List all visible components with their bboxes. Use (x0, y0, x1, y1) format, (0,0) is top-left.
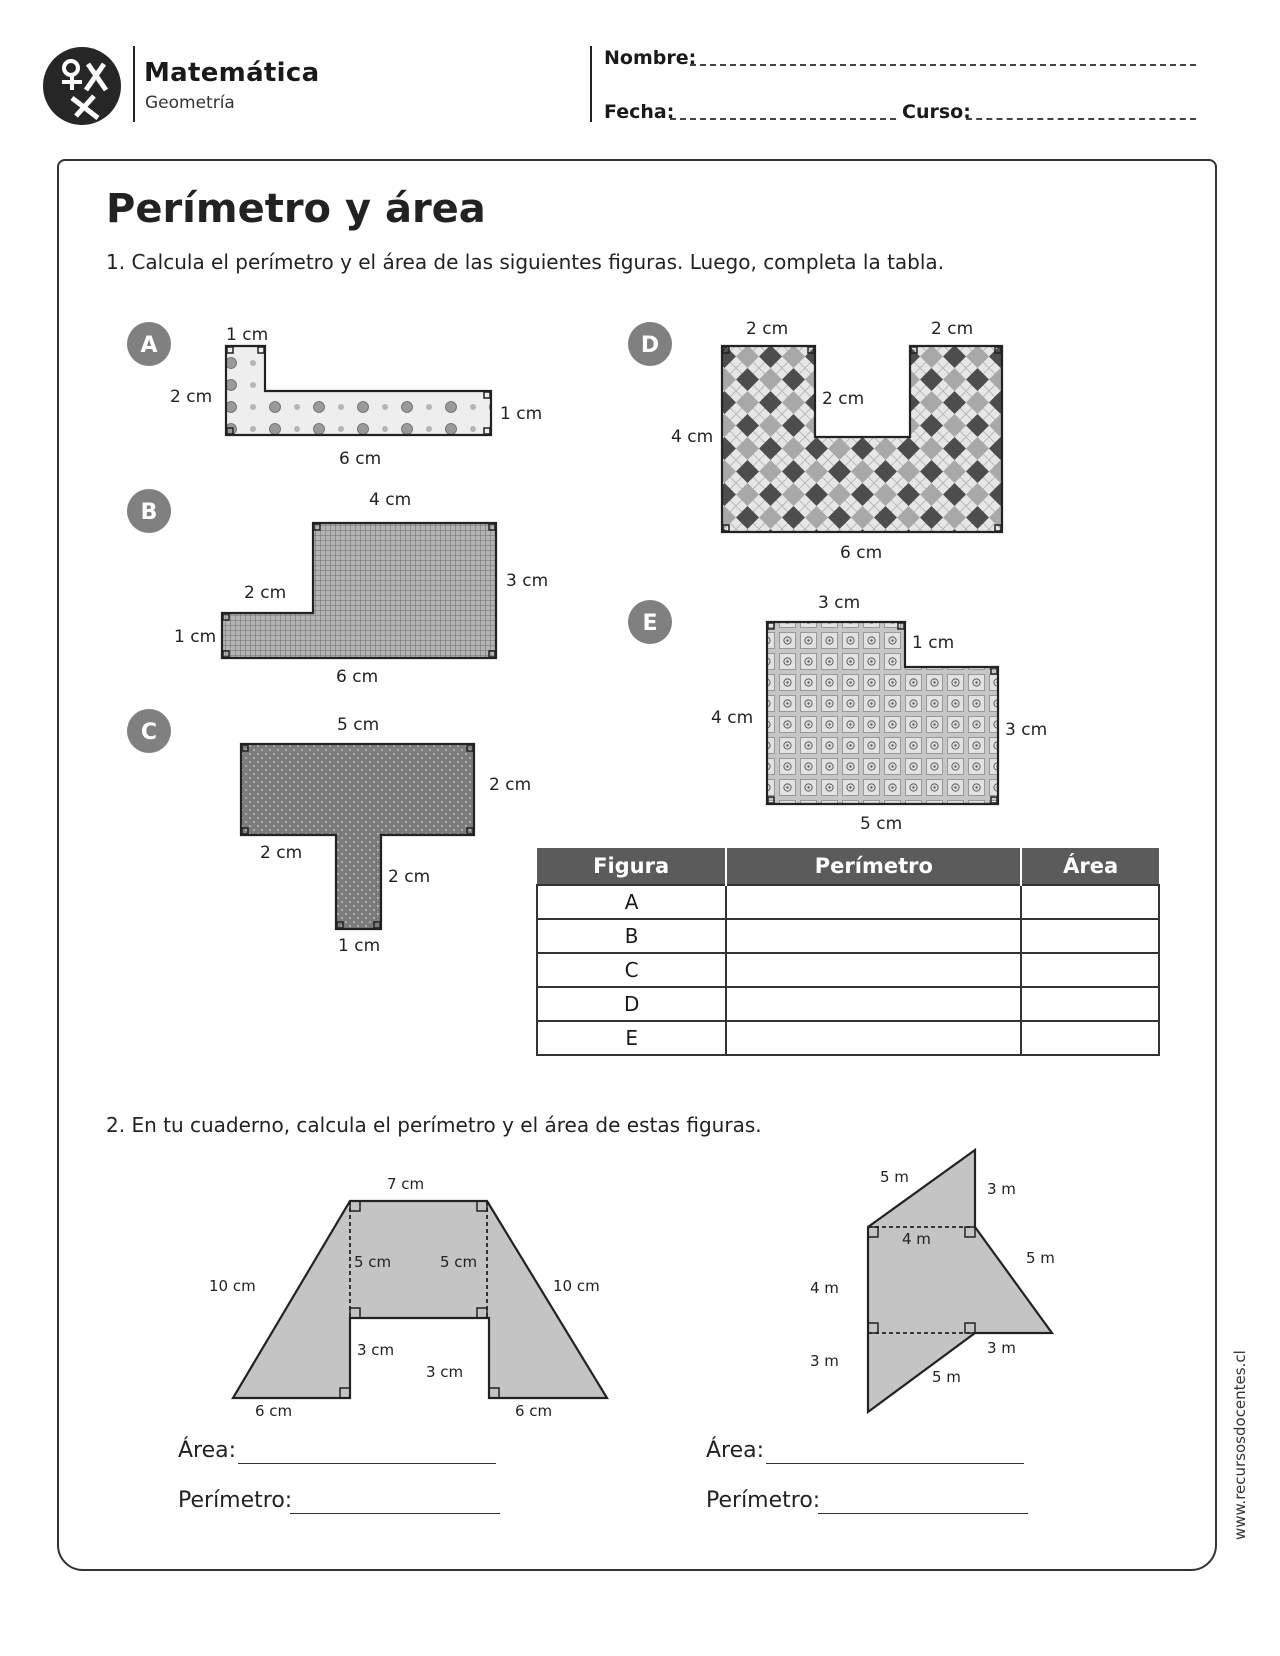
figure-e-label-left: 4 cm (711, 708, 754, 728)
figure-c-shape (241, 744, 474, 929)
part2-fig1-label-top: 7 cm (387, 1175, 425, 1193)
part2-fig2-label-bottom-slant: 5 m (932, 1368, 961, 1386)
table-row (537, 953, 1159, 987)
figure-a-shape (226, 346, 491, 435)
fig2-area-label: Área: (706, 1438, 765, 1463)
part2-fig1-label-left-slant: 10 cm (209, 1277, 256, 1295)
fig2-perimetro-label: Perímetro: (706, 1488, 821, 1513)
figure-a-label-top: 1 cm (226, 325, 269, 345)
figure-d-label-left: 4 cm (671, 427, 714, 447)
table-row (537, 919, 1159, 953)
part2-figure1-shape (233, 1201, 607, 1398)
watermark-text: www.recursosdocentes.cl (1231, 1350, 1249, 1540)
figure-b-label-left: 1 cm (174, 627, 217, 647)
badge-e (628, 600, 672, 644)
table-cell-perimetro[interactable] (726, 987, 1021, 1021)
figure-e-label-bottom: 5 cm (860, 814, 903, 834)
part2-fig2-label-right-slant: 5 m (1026, 1249, 1055, 1267)
nombre-label: Nombre: (604, 47, 697, 69)
part2-fig2-label-top-side: 3 m (987, 1180, 1016, 1198)
figure-b-label-top: 4 cm (369, 490, 412, 510)
figure-a-label-right: 1 cm (500, 404, 543, 424)
svg-text:A: A (140, 333, 158, 358)
table-row (537, 987, 1159, 1021)
badge-b (127, 489, 171, 533)
table-cell-figura: C (537, 953, 726, 987)
svg-text:D: D (640, 333, 660, 358)
figure-c-label-left: 2 cm (260, 843, 303, 863)
figure-b-label-bottom: 6 cm (336, 667, 379, 687)
figure-e-label-right: 3 cm (1005, 720, 1048, 740)
figure-e-label-top: 3 cm (818, 593, 861, 613)
page-title: Perímetro y área (106, 186, 486, 232)
part2-fig2-label-bottom-left: 3 m (810, 1352, 839, 1370)
badge-a (127, 322, 171, 366)
curso-label: Curso: (902, 101, 971, 123)
figure-d-shape (722, 346, 1002, 532)
table-row (537, 885, 1159, 919)
part2-fig2-label-left: 4 m (810, 1279, 839, 1297)
part2-fig2-label-bottom-right: 3 m (987, 1339, 1016, 1357)
table-cell-perimetro[interactable] (726, 953, 1021, 987)
badge-d (628, 322, 672, 366)
table-row (537, 1021, 1159, 1055)
figure-e-label-step: 1 cm (912, 633, 955, 653)
figure-c-label-bottom: 1 cm (338, 936, 381, 956)
answer-table (536, 848, 1160, 1056)
fecha-label: Fecha: (604, 101, 675, 123)
figure-e-shape (767, 622, 998, 804)
table-cell-perimetro[interactable] (726, 919, 1021, 953)
figure-a-label-bottom: 6 cm (339, 449, 382, 469)
table-cell-perimetro[interactable] (726, 1021, 1021, 1055)
question-2: 2. En tu cuaderno, calcula el perímetro y el área de estas figuras. (106, 1113, 762, 1137)
part2-fig1-label-notch-side: 3 cm (357, 1341, 395, 1359)
table-cell-figura: D (537, 987, 726, 1021)
figure-d-label-top-left: 2 cm (746, 319, 789, 339)
question-1: 1. Calcula el perímetro y el área de las siguientes figuras. Luego, completa la tabla. (106, 250, 945, 274)
fig2-area-blank[interactable] (766, 1463, 1024, 1464)
part2-fig2-label-top-slant: 5 m (880, 1168, 909, 1186)
figure-c-label-right: 2 cm (489, 775, 532, 795)
fig1-area-label: Área: (178, 1438, 237, 1463)
table-cell-figura: E (537, 1021, 726, 1055)
part2-fig1-label-base-left: 6 cm (255, 1402, 293, 1420)
fig1-perimetro-blank[interactable] (290, 1513, 500, 1514)
table-cell-perimetro[interactable] (726, 885, 1021, 919)
table-cell-area[interactable] (1021, 1021, 1159, 1055)
part2-fig1-label-inner-left: 5 cm (354, 1253, 392, 1271)
table-cell-area[interactable] (1021, 885, 1159, 919)
svg-text:B: B (140, 500, 158, 525)
part2-fig1-label-base-right: 6 cm (515, 1402, 553, 1420)
figure-a-label-left: 2 cm (170, 387, 213, 407)
table-cell-figura: A (537, 885, 726, 919)
subject-title: Matemática (144, 58, 320, 88)
table-cell-area[interactable] (1021, 987, 1159, 1021)
fig1-area-blank[interactable] (238, 1463, 496, 1464)
table-cell-figura: B (537, 919, 726, 953)
fig2-perimetro-blank[interactable] (818, 1513, 1028, 1514)
subject-subtitle: Geometría (145, 93, 235, 113)
fig1-perimetro-label: Perímetro: (178, 1488, 293, 1513)
table-cell-area[interactable] (1021, 953, 1159, 987)
figure-d-label-top-right: 2 cm (931, 319, 974, 339)
table-header-figura: Figura (537, 848, 726, 885)
part2-fig1-label-right-slant: 10 cm (553, 1277, 600, 1295)
figure-d-label-notch: 2 cm (822, 389, 865, 409)
table-cell-area[interactable] (1021, 919, 1159, 953)
table-header-area: Área (1021, 848, 1159, 885)
badge-c (127, 709, 171, 753)
table-header-perimetro: Perímetro (726, 848, 1021, 885)
figure-c-label-top: 5 cm (337, 715, 380, 735)
svg-text:E: E (642, 611, 658, 636)
figure-b-label-step: 2 cm (244, 583, 287, 603)
svg-text:C: C (140, 720, 158, 745)
figure-b-label-right: 3 cm (506, 571, 549, 591)
part2-fig1-label-notch-bottom: 3 cm (426, 1363, 464, 1381)
part2-fig2-label-inner-top: 4 m (902, 1230, 931, 1248)
part2-fig1-label-inner-right: 5 cm (440, 1253, 478, 1271)
figure-d-label-bottom: 6 cm (840, 543, 883, 563)
figure-c-label-stem: 2 cm (388, 867, 431, 887)
